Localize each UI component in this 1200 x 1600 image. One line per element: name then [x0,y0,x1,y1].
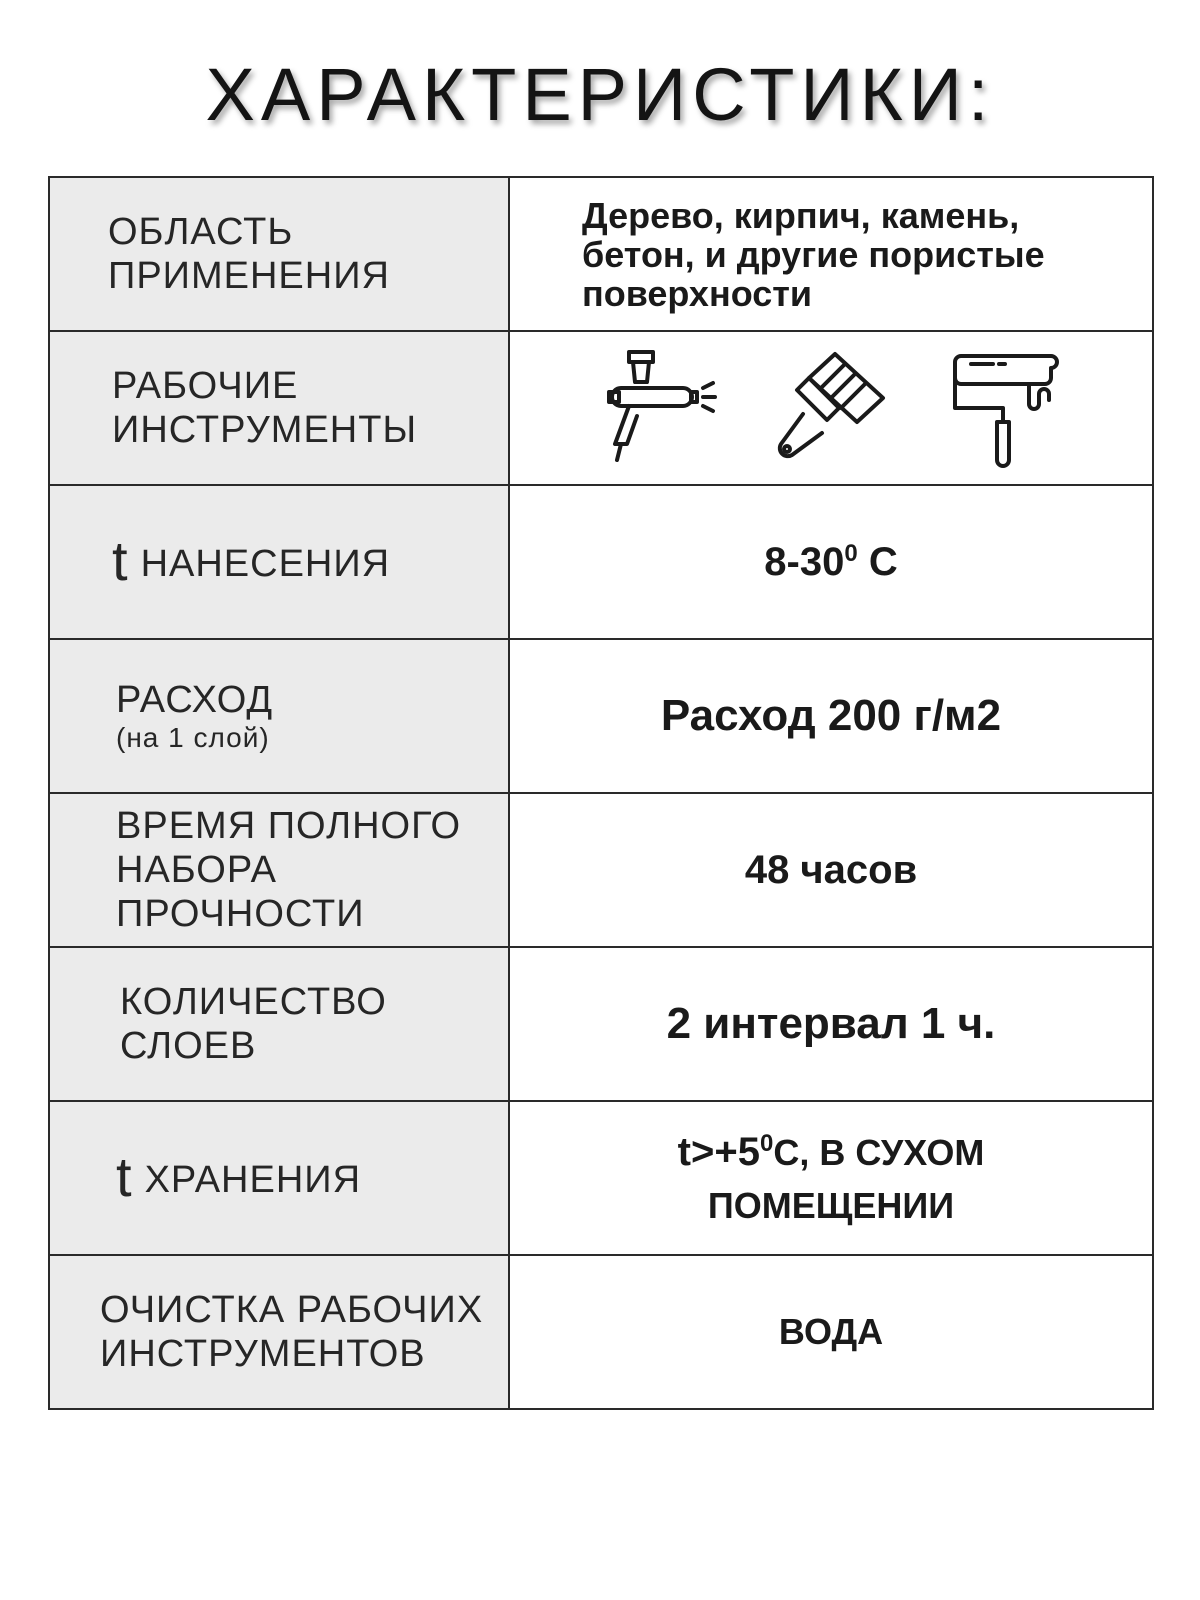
label-cell [49,947,509,1101]
label-apptemp-symbol: t [112,528,129,592]
value-storage-sup: 0 [759,1129,774,1157]
value-storage-post: С, В СУХОМ [773,1131,985,1173]
value-layers: 2 интервал 1 ч. [666,999,996,1048]
value-storage-line1 [510,1130,1152,1175]
label-layers-line2: СЛОЕВ [120,1025,257,1067]
value-cell [509,639,1153,793]
table-row [49,793,1153,947]
value-cell [509,485,1153,639]
label-cell [49,177,509,331]
value-apptemp-sup: 0 [844,539,858,567]
value-curing: 48 часов [744,847,918,892]
label-cell [49,639,509,793]
label-tools-line2: ИНСТРУМЕНТЫ [112,409,418,451]
label-application-line1: ОБЛАСТЬ [108,211,294,253]
label-consumption: РАСХОД [116,679,274,721]
paint-roller-icon [945,348,1065,468]
table-row [49,639,1153,793]
label-consumption-sub: (на 1 слой) [116,722,270,753]
label-curing-line3: ПРОЧНОСТИ [116,893,365,935]
table-row [49,485,1153,639]
label-cleaning-line1: ОЧИСТКА РАБОЧИХ [100,1289,484,1331]
spray-gun-icon [597,348,717,468]
label-tools-line1: РАБОЧИЕ [112,365,299,407]
value-application-line3: поверхности [582,272,812,314]
value-cell [509,1101,1153,1255]
label-cell [49,485,509,639]
value-cleaning: ВОДА [778,1311,884,1352]
value-application-line1: Дерево, кирпич, камень, [582,194,1020,236]
page-title: ХАРАКТЕРИСТИКИ: [205,53,995,136]
label-cleaning-line2: ИНСТРУМЕНТОВ [100,1333,426,1375]
label-cell [49,1101,509,1255]
paint-brush-icon [771,348,891,468]
value-cell [509,947,1153,1101]
table-row [49,177,1153,331]
value-consumption: Расход 200 г/м2 [660,691,1002,740]
label-apptemp-text: НАНЕСЕНИЯ [140,542,391,585]
value-apptemp-main: 8-30 [764,539,845,584]
label-curing-line1: ВРЕМЯ ПОЛНОГО [116,805,462,847]
label-layers-line1: КОЛИЧЕСТВО [120,981,387,1023]
label-cell [49,331,509,485]
value-storage-line2: ПОМЕЩЕНИИ [707,1184,955,1226]
specs-table [48,176,1154,1410]
table-row [49,947,1153,1101]
label-application-line2: ПРИМЕНЕНИЯ [108,255,390,297]
label-storage-symbol: t [116,1144,133,1208]
label-storage-text: ХРАНЕНИЯ [144,1158,362,1201]
table-row [49,1101,1153,1255]
label-cell [49,793,509,947]
value-apptemp-unit: С [857,539,898,584]
value-cell [509,793,1153,947]
label-cell [49,1255,509,1409]
value-cell [509,331,1153,485]
value-cell [509,1255,1153,1409]
value-storage-pre: t>+5 [677,1129,760,1174]
table-row [49,1255,1153,1409]
table-row [49,331,1153,485]
value-cell [509,177,1153,331]
value-application-line2: бетон, и другие пористые [582,233,1045,275]
label-curing-line2: НАБОРА [116,849,278,891]
